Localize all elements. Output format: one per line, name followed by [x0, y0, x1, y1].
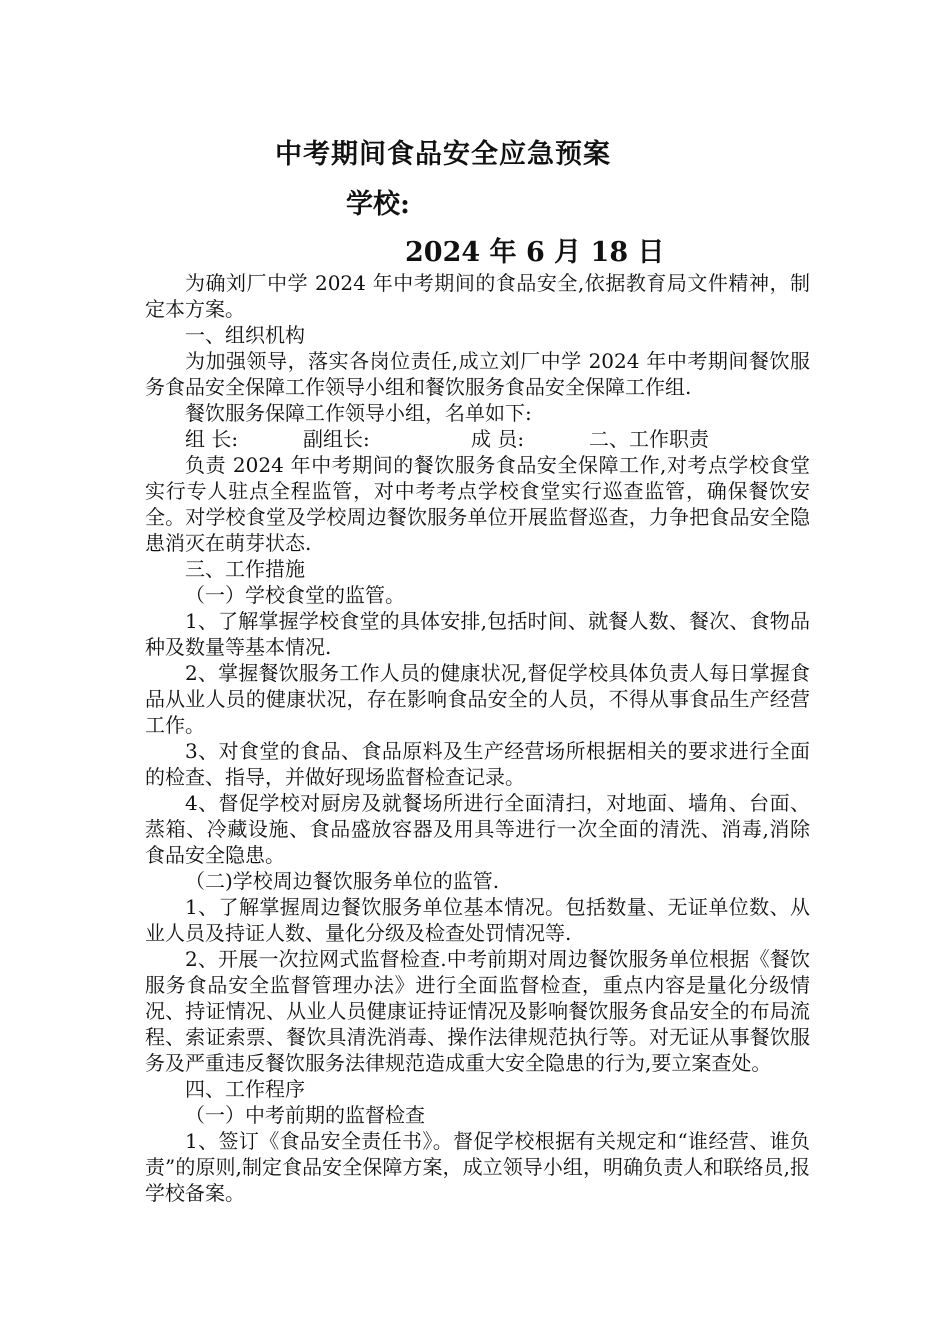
canteen-item-3: 3、对食堂的食品、食品原料及生产经营场所根据相关的要求进行全面的检查、指导，并做好现场监督检查记录。 — [145, 739, 810, 789]
section-heading-organization: 一、组织机构 — [185, 323, 305, 347]
subsection-heading-canteen: （一）学校食堂的监管。 — [185, 583, 405, 607]
organization-paragraph: 为加强领导，落实各岗位责任,成立刘厂中学 2024 年中考期间餐饮服务食品安全保障工作领导小组和餐饮服务食品安全保障工作组. — [145, 349, 810, 399]
group-list-intro: 餐饮服务保障工作领导小组，名单如下: — [185, 401, 532, 425]
intro-paragraph: 为确刘厂中学 2024 年中考期间的食品安全,依据教育局文件精神，制定本方案。 — [145, 271, 810, 321]
section-heading-duties: 二、工作职责 — [589, 427, 709, 451]
canteen-item-2: 2、掌握餐饮服务工作人员的健康状况,督促学校具体负责人每日掌握食品从业人员的健康状况，存在影响食品安全的人员，不得从事食品生产经营工作。 — [145, 661, 810, 737]
role-member: 成 员: — [471, 427, 525, 451]
section-heading-measures: 三、工作措施 — [185, 557, 305, 581]
role-deputy: 副组长: — [303, 427, 370, 451]
pre-exam-item-1: 1、签订《食品安全责任书》。督促学校根据有关规定和“谁经营、谁负责”的原则,制定食品安全保障方案，成立领导小组，明确负责人和联络员,报学校备案。 — [145, 1129, 810, 1205]
subsection-heading-pre-exam: （一）中考前期的监督检查 — [185, 1103, 425, 1127]
school-label: 学校: — [346, 189, 410, 220]
roles-line — [145, 426, 810, 452]
section-heading-procedure: 四、工作程序 — [185, 1077, 305, 1101]
canteen-item-1: 1、了解掌握学校食堂的具体安排,包括时间、就餐人数、餐次、食物品种及数量等基本情况. — [145, 609, 810, 659]
role-leader: 组 长: — [185, 427, 239, 451]
document-date: 2024 年 6 月 18 日 — [405, 237, 665, 268]
document-title: 中考期间食品安全应急预案 — [275, 139, 611, 170]
surrounding-item-2: 2、开展一次拉网式监督检查.中考前期对周边餐饮服务单位根据《餐饮服务食品安全监督管理办法》进行全面监督检查，重点内容是量化分级情况、持证情况、从业人员健康证持证情况及影响餐饮服务食品安全的布局流程、索证索票、餐饮具清洗消毒、操作法律规范执行等。对无证从事餐饮服务及严重违反餐饮服务法律规范造成重大安全隐患的行为,要立案查处。 — [145, 947, 810, 1075]
canteen-item-4: 4、督促学校对厨房及就餐场所进行全面清扫，对地面、墙角、台面、蒸箱、冷藏设施、食品盛放容器及用具等进行一次全面的清洗、消毒,消除食品安全隐患。 — [145, 791, 810, 867]
duties-paragraph: 负责 2024 年中考期间的餐饮服务食品安全保障工作,对考点学校食堂实行专人驻点全程监管，对中考考点学校食堂实行巡查监管，确保餐饮安全。对学校食堂及学校周边餐饮服务单位开展监督巡查，力争把食品安全隐患消灭在萌芽状态. — [145, 453, 810, 555]
document-body — [145, 270, 810, 1206]
surrounding-item-1: 1、了解掌握周边餐饮服务单位基本情况。包括数量、无证单位数、从业人员及持证人数、量化分级及检查处罚情况等. — [145, 895, 810, 945]
subsection-heading-surrounding: （二)学校周边餐饮服务单位的监管. — [185, 869, 500, 893]
